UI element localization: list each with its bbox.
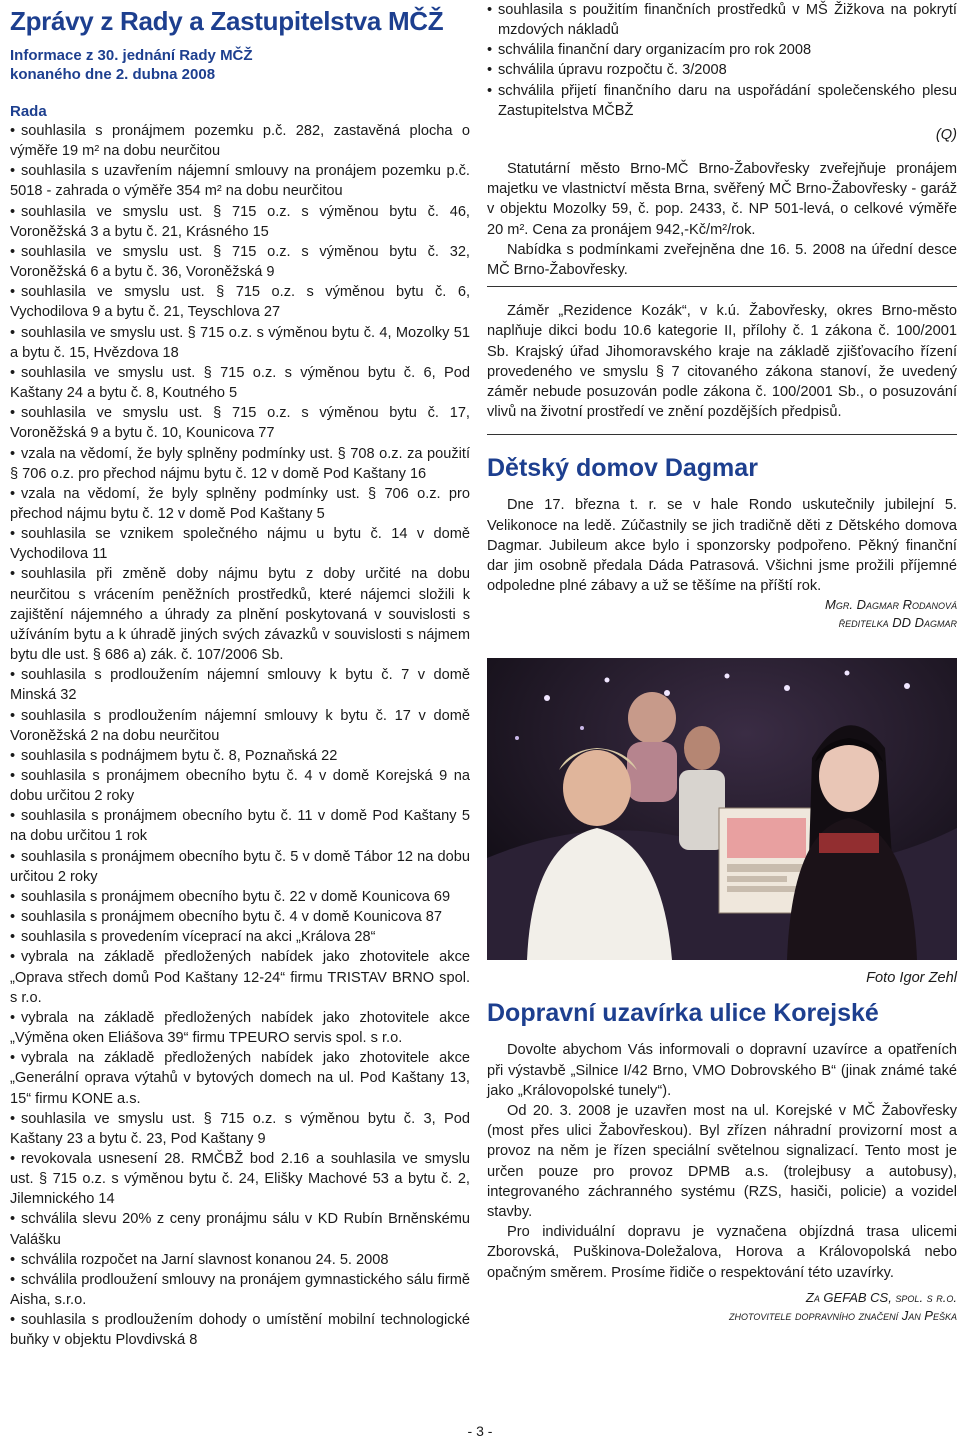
resolution-item-text: revokovala usnesení 28. RMČBŽ bod 2.16 a souhlasila ve smyslu ust. § 715 o.z. s výměnou bytu č. 24, Elišky Machové 53 a bytu č. 2, Jilemnického 14 bbox=[10, 1150, 470, 1208]
resolution-item: •vzala na vědomí, že byly splněny podmínky ust. § 708 o.z. za použití § 706 o.z. pro přechod nájmu bytu č. 12 v domě Pod Kaštany 16 bbox=[10, 445, 470, 482]
resolution-item-text: schválila rozpočet na Jarní slavnost konanou 24. 5. 2008 bbox=[21, 1251, 389, 1268]
resolution-item-text: souhlasila ve smyslu ust. § 715 o.z. s výměnou bytu č. 4, Mozolky 51 a bytu č. 15, Hvězdova 18 bbox=[10, 324, 470, 361]
resolution-item-text: souhlasila ve smyslu ust. § 715 o.z. s výměnou bytu č. 6, Vychodilova 9 a bytu č. 21, Teyschlova 27 bbox=[10, 284, 470, 321]
resolution-item: •souhlasila s prodloužením nájemní smlouvy k bytu č. 17 v domě Voroněžská 2 na dobu neurčitou bbox=[10, 707, 470, 744]
resolution-item: •souhlasila při změně doby nájmu bytu z doby určité na dobu neurčitou s vrácením peněžních prostředků, které nájemci složili k zajištění nájemného a úhrady za plnění poskytovaná v souvislosti s užíváním bytu a k úhradě jiných svých závazků v souvislosti s nájmem bytu dle ust. § 686 a) zák. č. 107/2006 Sb. bbox=[10, 566, 470, 664]
resolution-item-text: souhlasila s pronájmem pozemku p.č. 282, zastavěná plocha o výměře 19 m² na dobu neurčitou bbox=[10, 123, 470, 160]
resolution-item: • schválila přijetí finančního daru na uspořádání společenského plesu Zastupitelstva MČBŽ bbox=[487, 81, 957, 121]
resolution-item: • souhlasila s použitím finančních prostředků v MŠ Žižkova na pokrytí mzdových nákladů bbox=[487, 0, 957, 40]
resolution-item: •souhlasila ve smyslu ust. § 715 o.z. s výměnou bytu č. 17, Voroněžská 9 a bytu č. 10, Kounicova 77 bbox=[10, 405, 470, 442]
resolution-item: • schválila úpravu rozpočtu č. 3/2008 bbox=[487, 60, 957, 80]
lease-notice-publication: Nabídka s podmínkami zveřejněna dne 16. 5. 2008 na úřední desce MČ Brno-Žabovřesky. bbox=[487, 241, 957, 278]
council-label: Rada bbox=[10, 103, 47, 120]
dagmar-text: Dne 17. března t. r. se v hale Rondo uskutečnily jubilejní 5. Velikonoce na ledě. Zúčastnily se jich tradičně děti z Dětského domova Dagmar. Jubileum akce bylo i sponzorsky podpořeno. Pěkný finanční dar jim osobně předala Dáda Patrasová. Všichni jsme prožili příjemné odpoledne plné zábavy a už se těšíme na příští rok. bbox=[487, 497, 957, 595]
page-title: Zprávy z Rady a Zastupitelstva MČŽ bbox=[10, 6, 444, 36]
resolution-item: •souhlasila s pronájmem obecního bytu č. 5 v domě Tábor 12 na dobu určitou 2 roky bbox=[10, 848, 470, 885]
resolution-item: •revokovala usnesení 28. RMČBŽ bod 2.16 a souhlasila ve smyslu ust. § 715 o.z. s výměnou bytu č. 24, Elišky Machové 53 a bytu č. 2, Jilemnického 14 bbox=[10, 1150, 470, 1208]
road-closure-details: Od 20. 3. 2008 je uzavřen most na ul. Korejské v MČ Žabovřesky (most přes ulici Žabovřeskou). Byl zřízen náhradní provizorní most a provoz na něm je řízen speciální světelnou signalizací. Tento most je určen pouze pro provoz DPMB a.s. (trolejbusy a autobusy), integrovaného záchranného systému (RZS, hasiči, policie) a vozidel stavby. bbox=[487, 1103, 957, 1221]
resolution-item-text: souhlasila s podnájmem bytu č. 8, Poznaňská 22 bbox=[21, 747, 338, 764]
dagmar-signature-role: ředitelka DD Dagmar bbox=[838, 615, 957, 631]
meeting-info-line2: konaného dne 2. dubna 2008 bbox=[10, 66, 216, 83]
road-closure-signature-company: Za GEFAB CS, spol. s r.o. bbox=[805, 1289, 957, 1305]
resolution-item: •souhlasila s provedením víceprací na akci „Králova 28“ bbox=[10, 929, 376, 946]
resolution-item: •souhlasila s prodloužením dohody o umístění mobilní technologické buňky v objektu Plovdivská 8 bbox=[10, 1312, 470, 1349]
lease-notice bbox=[487, 159, 957, 287]
resolution-item-text: souhlasila ve smyslu ust. § 715 o.z. s výměnou bytu č. 17, Voroněžská 9 a bytu č. 10, Kounicova 77 bbox=[10, 405, 470, 442]
resolution-item-text: souhlasila s uzavřením nájemní smlouvy na pronájem pozemku p.č. 5018 - zahrada o výměře 354 m² na dobu neurčitou bbox=[10, 163, 470, 200]
photo-caption: Foto Igor Zehl bbox=[866, 970, 957, 987]
page-number: - 3 - bbox=[467, 1423, 493, 1439]
resolution-item-text: souhlasila ve smyslu ust. § 715 o.z. s výměnou bytu č. 3, Pod Kaštany 23 a bytu č. 23, Pod Kaštany 9 bbox=[10, 1110, 470, 1147]
right-column bbox=[487, 0, 957, 1325]
road-closure-detour: Pro individuální dopravu je vyznačena objízdná trasa ulicemi Zborovská, Puškinova-Doležalova, Horova a Královopolská nebo opačným směrem. Prosíme řidiče o respektování této uzavírky. bbox=[487, 1224, 957, 1281]
council-resolutions-list bbox=[10, 121, 470, 1351]
resolution-item: •souhlasila s uzavřením nájemní smlouvy na pronájem pozemku p.č. 5018 - zahrada o výměře 354 m² na dobu neurčitou bbox=[10, 163, 470, 200]
resolution-item: •souhlasila s pronájmem obecního bytu č. 22 v domě Kounicova 69 bbox=[10, 888, 451, 905]
environment-notice bbox=[487, 301, 957, 435]
resolution-item: •souhlasila se vznikem společného nájmu u bytu č. 14 v domě Vychodilova 11 bbox=[10, 526, 470, 563]
resolution-item: •souhlasila ve smyslu ust. § 715 o.z. s výměnou bytu č. 6, Vychodilova 9 a bytu č. 21, Teyschlova 27 bbox=[10, 284, 470, 321]
left-column bbox=[10, 0, 470, 1351]
road-closure-signature-role: zhotovitele dopravního značení Jan Peška bbox=[729, 1307, 957, 1323]
resolution-item-text: vybrala na základě předložených nabídek jako zhotovitele akce „Oprava střech domů Pod Kaštany 12-24“ firmu TRISTAV BRNO spol. s r.o. bbox=[10, 949, 470, 1006]
resolution-item-text: souhlasila s pronájmem obecního bytu č. 5 v domě Tábor 12 na dobu určitou 2 roky bbox=[10, 848, 470, 885]
road-closure-intro: Dovolte abychom Vás informovali o dopravní uzavírce a opatřeních při výstavbě „Silnice I/42 Brno, VMO Dobrovského B“ (jinak známé také jako „Královopolské tunely“). bbox=[487, 1042, 957, 1099]
lease-notice-text: Statutární město Brno-MČ Brno-Žabovřesky zveřejňuje pronájem majetku ve vlastnictví města Brna, svěřený MČ Brno-Žabovřesky - garáž v objektu Mozolky 59, č. pop. 2433, č. NP 501-levá, o celkové výměře 20 m². Cena za pronájem 942,-Kč/m²/rok. bbox=[487, 160, 957, 238]
resolution-item: •souhlasila ve smyslu ust. § 715 o.z. s výměnou bytu č. 4, Mozolky 51 a bytu č. 15, Hvězdova 18 bbox=[10, 324, 470, 361]
resolution-item-text: souhlasila ve smyslu ust. § 715 o.z. s výměnou bytu č. 6, Pod Kaštany 24 a bytu č. 8, Koutného 5 bbox=[10, 364, 470, 402]
resolution-item: •schválila slevu 20% z ceny pronájmu sálu v KD Rubín Brněnskému Valášku bbox=[10, 1211, 470, 1248]
resolution-item: •souhlasila ve smyslu ust. § 715 o.z. s výměnou bytu č. 32, Voroněžská 6 a bytu č. 36, Voroněžská 9 bbox=[10, 243, 470, 281]
resolution-item: •vzala na vědomí, že byly splněny podmínky ust. § 706 o.z. pro přechod nájmu bytu č. 12 v domě Pod Kaštany 5 bbox=[10, 485, 470, 522]
meeting-info-line1: Informace z 30. jednání Rady MČŽ bbox=[10, 47, 253, 64]
resolution-item-text: vybrala na základě předložených nabídek jako zhotovitele akce „Výměna oken Eliášova 39“ firmu TPEURO servis spol. s r.o. bbox=[10, 1009, 470, 1047]
resolution-item: •souhlasila s pronájmem pozemku p.č. 282, zastavěná plocha o výměře 19 m² na dobu neurčitou bbox=[10, 123, 470, 160]
resolution-item: •vybrala na základě předložených nabídek jako zhotovitele akce „Výměna oken Eliášova 39“ firmu TPEURO servis spol. s r.o. bbox=[10, 1009, 470, 1047]
resolution-item: •schválila prodloužení smlouvy na pronájem gymnastického sálu firmě Aisha, s.r.o. bbox=[10, 1271, 470, 1309]
resolution-item: •souhlasila s pronájmem obecního bytu č. 4 v domě Korejská 9 na dobu určitou 2 roky bbox=[10, 768, 470, 805]
council-resolutions-list-continued bbox=[487, 0, 957, 121]
resolution-item-text: souhlasila s prodloužením nájemní smlouvy k bytu č. 7 v domě Minská 32 bbox=[10, 667, 470, 704]
resolution-item: •souhlasila ve smyslu ust. § 715 o.z. s výměnou bytu č. 6, Pod Kaštany 24 a bytu č. 8, Koutného 5 bbox=[10, 364, 470, 402]
resolution-item-text: souhlasila s pronájmem obecního bytu č. 4 v domě Kounicova 87 bbox=[21, 909, 443, 926]
dagmar-signature-name: Mgr. Dagmar Rodanová bbox=[825, 597, 957, 613]
resolution-item: • schválila finanční dary organizacím pro rok 2008 bbox=[487, 40, 957, 60]
resolution-item: •souhlasila s prodloužením nájemní smlouvy k bytu č. 7 v domě Minská 32 bbox=[10, 667, 470, 704]
event-photo-illustration bbox=[487, 658, 957, 960]
resolution-item-text: souhlasila s prodloužením dohody o umístění mobilní technologické buňky v objektu Plovdivská 8 bbox=[10, 1312, 470, 1349]
resolution-item: •vybrala na základě předložených nabídek jako zhotovitele akce „Generální oprava výtahů v bytových domech na ul. Pod Kaštany 13, 15“ firmu KONE a.s. bbox=[10, 1050, 470, 1107]
resolution-item: •souhlasila ve smyslu ust. § 715 o.z. s výměnou bytu č. 3, Pod Kaštany 23 a bytu č. 23, Pod Kaštany 9 bbox=[10, 1110, 470, 1147]
q-signature: (Q) bbox=[935, 126, 957, 143]
resolution-item-text: schválila prodloužení smlouvy na pronájem gymnastického sálu firmě Aisha, s.r.o. bbox=[10, 1271, 470, 1309]
resolution-item-text: schválila slevu 20% z ceny pronájmu sálu v KD Rubín Brněnskému Valášku bbox=[10, 1211, 470, 1248]
resolution-item-text: souhlasila s pronájmem obecního bytu č. 4 v domě Korejská 9 na dobu určitou 2 roky bbox=[10, 768, 470, 805]
resolution-item-text: souhlasila při změně doby nájmu bytu z doby určité na dobu neurčitou s vrácením peněžních prostředků, které nájemci složili k zajištění nájemného a úhrady za plnění poskytovaná v souvislosti s užíváním bytu a k úhradě jiných svých závazků v souvislosti s nájmem bytu dle ust. § 686 a) zák. č. 107/2006 Sb. bbox=[10, 566, 470, 664]
resolution-item-text: souhlasila s provedením víceprací na akci „Králova 28“ bbox=[21, 929, 376, 946]
resolution-item: •souhlasila s podnájmem bytu č. 8, Poznaňská 22 bbox=[10, 747, 338, 764]
resolution-item-text: souhlasila s pronájmem obecního bytu č. 11 v domě Pod Kaštany 5 na dobu určitou 1 rok bbox=[10, 808, 470, 845]
resolution-item: •souhlasila ve smyslu ust. § 715 o.z. s výměnou bytu č. 46, Voroněžská 3 a bytu č. 21, Krásného 15 bbox=[10, 203, 470, 240]
resolution-item: •schválila rozpočet na Jarní slavnost konanou 24. 5. 2008 bbox=[10, 1251, 389, 1268]
dagmar-title: Dětský domov Dagmar bbox=[487, 454, 758, 483]
environment-notice-text: Záměr „Rezidence Kozák“, v k.ú. Žabovřesky, okres Brno-město naplňuje dikci bodu 10.6 kategorie II, přílohy č. 1 zákona č. 100/2001 Sb. Krajský úřad Jihomoravského kraje na základě zjišťovacího řízení provedeného ve smyslu § 7 citovaného zákona stanoví, že uvedený záměr nebude posuzován podle zákona č. 100/2001 Sb., o posuzování vlivů na životní prostředí ve znění pozdějších předpisů. bbox=[487, 303, 957, 421]
resolution-item-text: souhlasila s prodloužením nájemní smlouvy k bytu č. 17 v domě Voroněžská 2 na dobu neurčitou bbox=[10, 707, 470, 744]
resolution-item-text: souhlasila ve smyslu ust. § 715 o.z. s výměnou bytu č. 32, Voroněžská 6 a bytu č. 36, Voroněžská 9 bbox=[10, 243, 470, 281]
event-photo bbox=[487, 658, 957, 960]
resolution-item-text: souhlasila se vznikem společného nájmu u bytu č. 14 v domě Vychodilova 11 bbox=[10, 526, 470, 563]
resolution-item: •souhlasila s pronájmem obecního bytu č. 4 v domě Kounicova 87 bbox=[10, 909, 443, 926]
road-closure-title: Dopravní uzavírka ulice Korejské bbox=[487, 999, 879, 1028]
resolution-item: •vybrala na základě předložených nabídek jako zhotovitele akce „Oprava střech domů Pod Kaštany 12-24“ firmu TRISTAV BRNO spol. s r.o. bbox=[10, 949, 470, 1006]
resolution-item-text: vybrala na základě předložených nabídek jako zhotovitele akce „Generální oprava výtahů v bytových domech na ul. Pod Kaštany 13, 15“ firmu KONE a.s. bbox=[10, 1050, 470, 1107]
resolution-item-text: vzala na vědomí, že byly splněny podmínky ust. § 706 o.z. pro přechod nájmu bytu č. 12 v domě Pod Kaštany 5 bbox=[10, 485, 470, 522]
meeting-info bbox=[10, 46, 470, 84]
resolution-item-text: vzala na vědomí, že byly splněny podmínky ust. § 708 o.z. za použití § 706 o.z. pro přechod nájmu bytu č. 12 v domě Pod Kaštany 16 bbox=[10, 445, 470, 482]
resolution-item-text: souhlasila s pronájmem obecního bytu č. 22 v domě Kounicova 69 bbox=[21, 888, 451, 905]
resolution-item-text: souhlasila ve smyslu ust. § 715 o.z. s výměnou bytu č. 46, Voroněžská 3 a bytu č. 21, Krásného 15 bbox=[10, 203, 470, 240]
resolution-item: •souhlasila s pronájmem obecního bytu č. 11 v domě Pod Kaštany 5 na dobu určitou 1 rok bbox=[10, 808, 470, 845]
